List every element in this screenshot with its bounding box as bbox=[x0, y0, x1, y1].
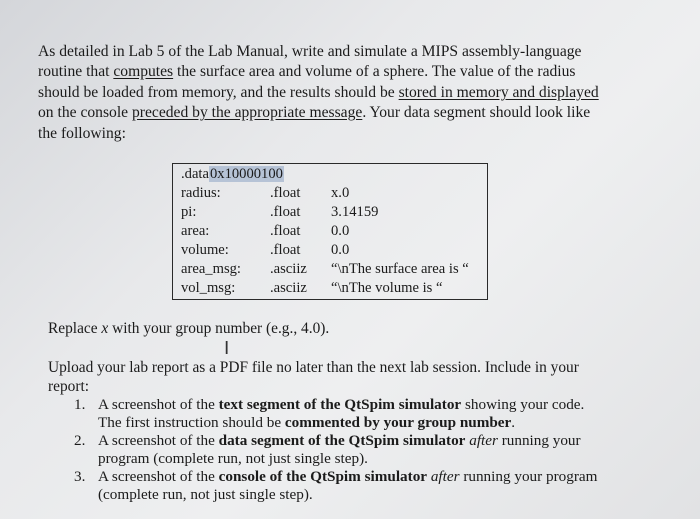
data-header bbox=[181, 166, 284, 183]
list-item bbox=[74, 396, 634, 431]
upload-paragraph bbox=[48, 358, 622, 396]
row-label: radius: bbox=[181, 185, 221, 201]
text: running your program bbox=[459, 468, 598, 486]
text: . Your data segment should look like bbox=[362, 104, 591, 122]
list-number: 3. bbox=[74, 468, 86, 486]
variable-x: x bbox=[101, 320, 109, 337]
text: the surface area and volume of a sphere. The value of the radius bbox=[173, 63, 576, 81]
upload-line-2: report: bbox=[48, 378, 90, 395]
requirements-list bbox=[74, 396, 634, 505]
bold-text: text segment of the QtSpim simulator bbox=[218, 396, 462, 413]
bold-text: console of the QtSpim simulator bbox=[218, 468, 428, 486]
row-value: x.0 bbox=[331, 185, 350, 201]
underlined-text: computes bbox=[113, 63, 174, 81]
text: routine that bbox=[38, 63, 114, 81]
text: with your group number (e.g., 4.0). bbox=[108, 320, 330, 337]
replace-instruction bbox=[48, 320, 329, 338]
item-line bbox=[98, 414, 634, 432]
row-value: 0.0 bbox=[331, 223, 350, 239]
row-value: 3.14159 bbox=[331, 204, 379, 220]
italic-text: after bbox=[430, 468, 460, 486]
text: . bbox=[511, 413, 516, 431]
item-line bbox=[98, 432, 634, 450]
text-cursor-icon: I bbox=[224, 338, 230, 359]
intro-line-3 bbox=[38, 83, 648, 103]
text: on the console bbox=[38, 104, 132, 122]
intro-line-2 bbox=[38, 62, 648, 82]
italic-text: after bbox=[469, 432, 498, 450]
text: should be loaded from memory, and the results should be bbox=[38, 83, 399, 101]
intro-line-4 bbox=[38, 103, 648, 123]
row-directive: .float bbox=[270, 185, 301, 201]
text: A screenshot of the bbox=[98, 432, 219, 450]
row-value: “\nThe volume is “ bbox=[331, 280, 443, 296]
row-directive: .float bbox=[270, 242, 301, 258]
row-directive: .asciiz bbox=[270, 280, 307, 296]
underlined-text: stored in memory and displayed bbox=[398, 83, 599, 101]
row-directive: .float bbox=[270, 223, 301, 239]
text: A screenshot of the bbox=[98, 396, 219, 413]
text: showing your code. bbox=[461, 396, 585, 413]
row-label: area_msg: bbox=[181, 261, 241, 277]
row-label: pi: bbox=[181, 204, 197, 220]
list-item bbox=[74, 432, 634, 467]
text: running your bbox=[497, 432, 581, 450]
intro-line-5: the following: bbox=[38, 124, 126, 142]
list-number: 1. bbox=[74, 396, 86, 413]
row-value: 0.0 bbox=[331, 242, 350, 258]
intro-paragraph bbox=[38, 42, 648, 144]
row-label: vol_msg: bbox=[181, 280, 236, 296]
underlined-text: preceded by the appropriate message bbox=[131, 104, 363, 122]
row-directive: .asciiz bbox=[270, 261, 307, 277]
item-line bbox=[98, 396, 634, 414]
list-item bbox=[74, 468, 634, 503]
data-address-highlight: 0x10000100 bbox=[209, 166, 283, 182]
text: A screenshot of the bbox=[98, 468, 219, 486]
row-directive: .float bbox=[270, 204, 301, 220]
list-number: 2. bbox=[74, 432, 86, 450]
row-value: “\nThe surface area is “ bbox=[331, 261, 469, 277]
bold-text: commented by your group number bbox=[284, 413, 512, 431]
item-line: program (complete run, not just single step). bbox=[98, 449, 368, 467]
data-segment-table bbox=[172, 163, 488, 300]
item-line bbox=[98, 468, 634, 486]
upload-line-1: Upload your lab report as a PDF file no later than the next lab session. Include in your bbox=[48, 359, 579, 376]
intro-line-1: As detailed in Lab 5 of the Lab Manual, write and simulate a MIPS assembly-language bbox=[38, 43, 582, 60]
item-line: (complete run, not just single step). bbox=[98, 485, 313, 503]
text: Replace bbox=[48, 320, 102, 337]
data-directive: .data bbox=[181, 166, 209, 182]
row-label: area: bbox=[181, 223, 210, 239]
row-label: volume: bbox=[181, 242, 229, 258]
text: The first instruction should be bbox=[98, 413, 285, 431]
bold-text: data segment of the QtSpim simulator bbox=[218, 432, 466, 450]
